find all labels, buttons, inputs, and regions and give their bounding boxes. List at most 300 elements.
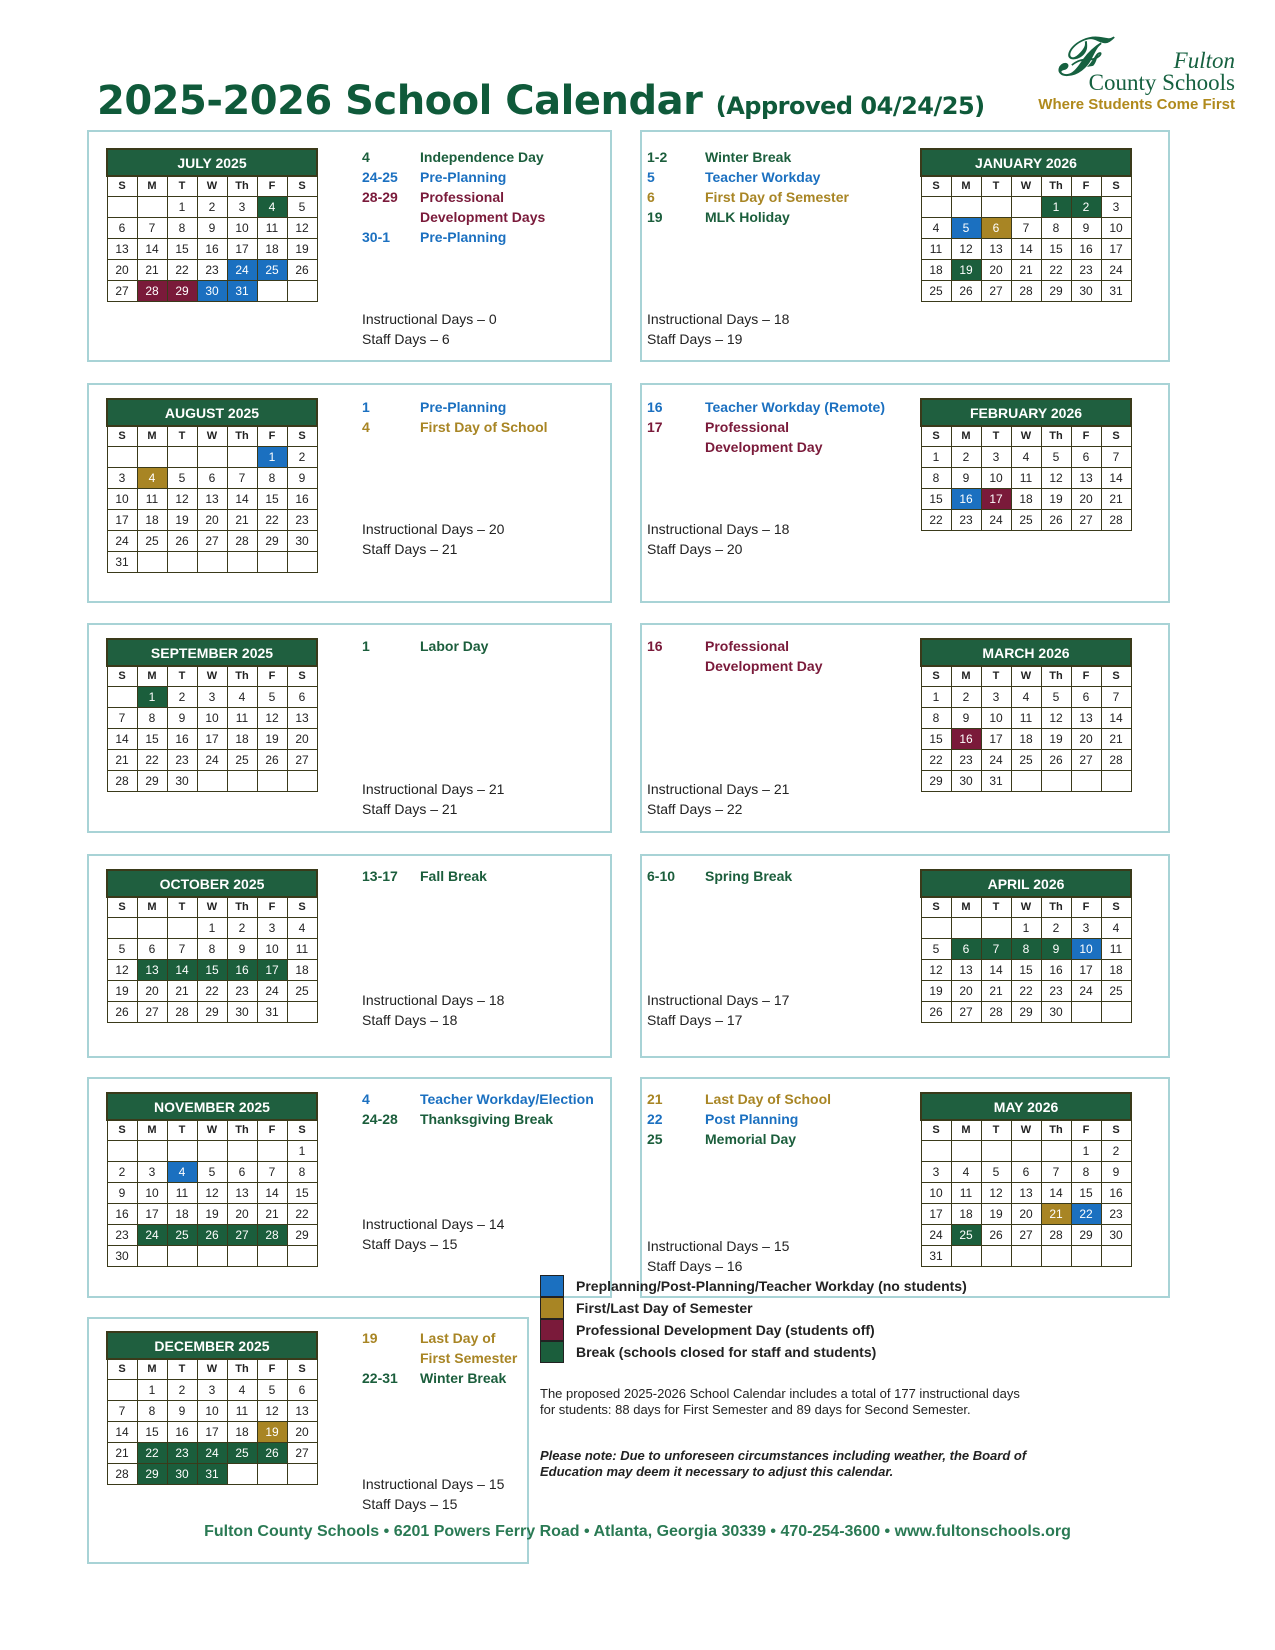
- day-cell: 15: [137, 1421, 167, 1442]
- day-cell: 16: [951, 728, 981, 749]
- month-name: OCTOBER 2025: [107, 870, 317, 897]
- weekday-header: S: [1101, 176, 1131, 196]
- weekday-header: M: [951, 1120, 981, 1140]
- logo-tagline: Where Students Come First: [1038, 96, 1235, 113]
- day-cell: 17: [227, 238, 257, 259]
- day-cell: 6: [951, 938, 981, 959]
- day-cell: 25: [257, 259, 287, 280]
- calendar-february-2026: [920, 398, 1132, 531]
- legend-item: [540, 1275, 967, 1297]
- day-cell: 19: [257, 1421, 287, 1442]
- weekday-header: M: [137, 1359, 167, 1379]
- weekday-header: S: [107, 1359, 137, 1379]
- day-cell: 27: [227, 1224, 257, 1245]
- day-cell: 5: [197, 1161, 227, 1182]
- day-cell: 13: [1011, 1182, 1041, 1203]
- day-cell: 19: [197, 1203, 227, 1224]
- day-cell: 1: [1071, 1140, 1101, 1161]
- weekday-header: M: [137, 1120, 167, 1140]
- event-item: [647, 187, 849, 207]
- day-cell: 14: [257, 1182, 287, 1203]
- event-item: [647, 207, 849, 227]
- day-cell: 30: [1101, 1224, 1131, 1245]
- day-cell: 18: [1101, 959, 1131, 980]
- day-cell: 3: [257, 917, 287, 938]
- day-cell: 27: [287, 749, 317, 770]
- weekday-header: S: [921, 426, 951, 446]
- empty-day-cell: [227, 1245, 257, 1266]
- day-cell: 30: [167, 1463, 197, 1484]
- event-date: 24-25: [362, 169, 398, 185]
- day-cell: 4: [1011, 446, 1041, 467]
- day-cell: 10: [921, 1182, 951, 1203]
- day-cell: 29: [287, 1224, 317, 1245]
- month-name: MARCH 2026: [921, 639, 1131, 666]
- day-cell: 24: [921, 1224, 951, 1245]
- staff-days: Staff Days – 21: [362, 801, 458, 817]
- day-cell: 25: [167, 1224, 197, 1245]
- empty-day-cell: [137, 1245, 167, 1266]
- logo-line1: Fulton: [1173, 48, 1235, 73]
- instructional-days: Instructional Days – 20: [362, 521, 505, 537]
- empty-day-cell: [137, 196, 167, 217]
- event-item: [647, 866, 792, 886]
- day-cell: 19: [921, 980, 951, 1001]
- calendar-october-2025: [106, 869, 318, 1023]
- staff-days: Staff Days – 16: [647, 1258, 743, 1274]
- day-cell: 18: [137, 509, 167, 530]
- day-cell: 25: [1101, 980, 1131, 1001]
- day-cell: 13: [981, 238, 1011, 259]
- calendar-november-2025: [106, 1092, 318, 1267]
- day-cell: 2: [227, 917, 257, 938]
- events-may: [647, 1089, 831, 1149]
- instructional-days: Instructional Days – 0: [362, 311, 497, 327]
- day-cell: 3: [981, 446, 1011, 467]
- day-cell: 4: [257, 196, 287, 217]
- weekday-header: S: [921, 897, 951, 917]
- day-cell: 14: [227, 488, 257, 509]
- day-cell: 3: [197, 1379, 227, 1400]
- weekday-header: S: [107, 666, 137, 686]
- day-cell: 14: [1101, 467, 1131, 488]
- event-date: 16: [647, 638, 663, 654]
- empty-day-cell: [981, 196, 1011, 217]
- weekday-header: F: [257, 666, 287, 686]
- counts-november: [362, 1214, 504, 1254]
- weekday-header: F: [257, 426, 287, 446]
- weekday-header: S: [921, 176, 951, 196]
- day-cell: 8: [137, 707, 167, 728]
- day-cell: 17: [921, 1203, 951, 1224]
- day-cell: 23: [1071, 259, 1101, 280]
- day-cell: 12: [257, 1400, 287, 1421]
- day-cell: 23: [951, 749, 981, 770]
- day-cell: 4: [167, 1161, 197, 1182]
- day-cell: 26: [1041, 509, 1071, 530]
- empty-day-cell: [1011, 1245, 1041, 1266]
- day-cell: 13: [1071, 707, 1101, 728]
- counts-october: [362, 990, 504, 1030]
- day-cell: 15: [921, 728, 951, 749]
- weekday-header: W: [197, 666, 227, 686]
- event-item: [362, 1089, 594, 1109]
- day-cell: 22: [137, 749, 167, 770]
- event-item: [362, 866, 487, 886]
- weekday-header: T: [981, 426, 1011, 446]
- day-cell: 17: [137, 1203, 167, 1224]
- empty-day-cell: [107, 446, 137, 467]
- event-item: [362, 1348, 517, 1368]
- weekday-header: S: [107, 897, 137, 917]
- day-cell: 22: [921, 509, 951, 530]
- day-cell: 21: [107, 1442, 137, 1463]
- legend-label: Preplanning/Post-Planning/Teacher Workday (no students): [576, 1278, 967, 1294]
- weekday-header: M: [137, 176, 167, 196]
- day-cell: 20: [287, 728, 317, 749]
- empty-day-cell: [167, 1245, 197, 1266]
- day-cell: 24: [257, 980, 287, 1001]
- day-cell: 7: [257, 1161, 287, 1182]
- day-cell: 13: [951, 959, 981, 980]
- day-cell: 12: [951, 238, 981, 259]
- day-cell: 17: [107, 509, 137, 530]
- day-cell: 17: [197, 728, 227, 749]
- day-cell: 20: [287, 1421, 317, 1442]
- day-cell: 16: [1101, 1182, 1131, 1203]
- day-cell: 21: [1041, 1203, 1071, 1224]
- weekday-header: W: [1011, 666, 1041, 686]
- day-cell: 12: [981, 1182, 1011, 1203]
- day-cell: 9: [287, 467, 317, 488]
- event-item: [647, 167, 849, 187]
- weekday-header: S: [287, 426, 317, 446]
- day-cell: 2: [167, 686, 197, 707]
- day-cell: 19: [1041, 728, 1071, 749]
- day-cell: 6: [1071, 686, 1101, 707]
- month-name: JANUARY 2026: [921, 149, 1131, 176]
- day-cell: 1: [921, 446, 951, 467]
- event-date: 30-1: [362, 229, 391, 245]
- day-cell: 9: [1071, 217, 1101, 238]
- footer-contact: Fulton County Schools • 6201 Powers Ferry Road • Atlanta, Georgia 30339 • 470-254-3600 • www.fultonschools.org: [204, 1523, 1071, 1540]
- day-cell: 21: [227, 509, 257, 530]
- day-cell: 12: [167, 488, 197, 509]
- day-cell: 17: [1071, 959, 1101, 980]
- weekday-header: Th: [1041, 897, 1071, 917]
- event-date: 17: [647, 419, 663, 435]
- legend-swatch-blue: [540, 1275, 564, 1297]
- day-cell: 19: [107, 980, 137, 1001]
- empty-day-cell: [1101, 1001, 1131, 1022]
- day-cell: 24: [197, 749, 227, 770]
- weekday-header: S: [287, 176, 317, 196]
- empty-day-cell: [137, 1140, 167, 1161]
- day-cell: 15: [1011, 959, 1041, 980]
- staff-days: Staff Days – 19: [647, 331, 743, 347]
- day-cell: 10: [197, 1400, 227, 1421]
- month-name: MAY 2026: [921, 1093, 1131, 1120]
- day-cell: 23: [1101, 1203, 1131, 1224]
- empty-day-cell: [107, 1379, 137, 1400]
- day-cell: 21: [1101, 728, 1131, 749]
- day-cell: 18: [1011, 728, 1041, 749]
- day-cell: 27: [981, 280, 1011, 301]
- legend-item: [540, 1341, 967, 1363]
- empty-day-cell: [981, 1140, 1011, 1161]
- event-date: 1: [362, 638, 370, 654]
- day-cell: 22: [287, 1203, 317, 1224]
- day-cell: 5: [257, 686, 287, 707]
- day-cell: 13: [227, 1182, 257, 1203]
- day-cell: 3: [107, 467, 137, 488]
- day-cell: 14: [107, 728, 137, 749]
- day-cell: 18: [287, 959, 317, 980]
- day-cell: 7: [981, 938, 1011, 959]
- day-cell: 10: [137, 1182, 167, 1203]
- day-cell: 11: [287, 938, 317, 959]
- day-cell: 21: [137, 259, 167, 280]
- weekday-header: S: [287, 1359, 317, 1379]
- empty-day-cell: [167, 1140, 197, 1161]
- day-cell: 20: [951, 980, 981, 1001]
- day-cell: 26: [107, 1001, 137, 1022]
- day-cell: 12: [1041, 707, 1071, 728]
- event-date: 4: [362, 149, 370, 165]
- day-cell: 25: [287, 980, 317, 1001]
- day-cell: 25: [227, 749, 257, 770]
- day-cell: 20: [197, 509, 227, 530]
- weekday-header: F: [257, 1120, 287, 1140]
- day-cell: 27: [951, 1001, 981, 1022]
- day-cell: 13: [107, 238, 137, 259]
- day-cell: 12: [197, 1182, 227, 1203]
- logo-line2: County Schools: [1088, 70, 1235, 95]
- day-cell: 9: [951, 707, 981, 728]
- day-cell: 15: [287, 1182, 317, 1203]
- day-cell: 20: [1071, 488, 1101, 509]
- weekday-header: T: [167, 897, 197, 917]
- day-cell: 7: [167, 938, 197, 959]
- day-cell: 16: [1071, 238, 1101, 259]
- empty-day-cell: [227, 1463, 257, 1484]
- day-cell: 25: [921, 280, 951, 301]
- day-cell: 16: [951, 488, 981, 509]
- calendar-january-2026: [920, 148, 1132, 302]
- empty-day-cell: [197, 770, 227, 791]
- weekday-header: M: [951, 176, 981, 196]
- day-cell: 11: [167, 1182, 197, 1203]
- day-cell: 27: [1071, 749, 1101, 770]
- day-cell: 23: [1041, 980, 1071, 1001]
- day-cell: 8: [197, 938, 227, 959]
- calendar-may-2026: [920, 1092, 1132, 1267]
- legend-swatch-green: [540, 1341, 564, 1363]
- event-date: 22-31: [362, 1370, 398, 1386]
- day-cell: 3: [1101, 196, 1131, 217]
- weekday-header: Th: [227, 1359, 257, 1379]
- day-cell: 22: [1041, 259, 1071, 280]
- day-cell: 28: [1101, 749, 1131, 770]
- day-cell: 28: [107, 770, 137, 791]
- instructional-days: Instructional Days – 18: [647, 311, 790, 327]
- weekday-header: W: [1011, 1120, 1041, 1140]
- empty-day-cell: [1071, 770, 1101, 791]
- event-title: Post Planning: [705, 1111, 799, 1127]
- day-cell: 24: [1071, 980, 1101, 1001]
- empty-day-cell: [951, 1245, 981, 1266]
- day-cell: 15: [1071, 1182, 1101, 1203]
- day-cell: 22: [137, 1442, 167, 1463]
- event-item: [362, 147, 545, 167]
- calendar-july-2025: [106, 148, 318, 302]
- day-cell: 11: [1101, 938, 1131, 959]
- day-cell: 15: [257, 488, 287, 509]
- events-april: [647, 866, 792, 886]
- event-item: [647, 1129, 831, 1149]
- empty-day-cell: [137, 551, 167, 572]
- empty-day-cell: [227, 446, 257, 467]
- calendar-march-2026: [920, 638, 1132, 792]
- day-cell: 31: [107, 551, 137, 572]
- weekday-header: F: [1071, 666, 1101, 686]
- event-title: Professional: [420, 189, 505, 205]
- day-cell: 6: [287, 1379, 317, 1400]
- weekday-header: W: [1011, 176, 1041, 196]
- weekday-header: W: [197, 426, 227, 446]
- day-cell: 10: [1101, 217, 1131, 238]
- calendar-august-2025: [106, 398, 318, 573]
- day-cell: 23: [951, 509, 981, 530]
- day-cell: 4: [921, 217, 951, 238]
- day-cell: 26: [921, 1001, 951, 1022]
- day-cell: 16: [1041, 959, 1071, 980]
- empty-day-cell: [227, 1140, 257, 1161]
- day-cell: 24: [981, 749, 1011, 770]
- day-cell: 8: [257, 467, 287, 488]
- empty-day-cell: [287, 1245, 317, 1266]
- day-cell: 19: [287, 238, 317, 259]
- weekday-header: S: [1101, 1120, 1131, 1140]
- day-cell: 29: [137, 1463, 167, 1484]
- event-date: 16: [647, 399, 663, 415]
- day-cell: 14: [1011, 238, 1041, 259]
- empty-day-cell: [921, 917, 951, 938]
- event-title: Teacher Workday: [705, 169, 821, 185]
- day-cell: 20: [981, 259, 1011, 280]
- event-date: 4: [362, 1091, 370, 1107]
- day-cell: 28: [137, 280, 167, 301]
- district-logo: [1038, 26, 1235, 118]
- day-cell: 28: [1011, 280, 1041, 301]
- events-november: [362, 1089, 594, 1129]
- day-cell: 11: [227, 1400, 257, 1421]
- day-cell: 30: [227, 1001, 257, 1022]
- day-cell: 15: [1041, 238, 1071, 259]
- month-name: NOVEMBER 2025: [107, 1093, 317, 1120]
- event-item: [362, 1109, 594, 1129]
- day-cell: 29: [921, 770, 951, 791]
- day-cell: 29: [1041, 280, 1071, 301]
- day-cell: 27: [1011, 1224, 1041, 1245]
- day-cell: 2: [287, 446, 317, 467]
- instructional-days: Instructional Days – 18: [647, 521, 790, 537]
- day-cell: 29: [257, 530, 287, 551]
- events-october: [362, 866, 487, 886]
- day-cell: 3: [137, 1161, 167, 1182]
- event-item: [362, 397, 548, 417]
- day-cell: 26: [981, 1224, 1011, 1245]
- day-cell: 14: [1041, 1182, 1071, 1203]
- day-cell: 7: [137, 217, 167, 238]
- day-cell: 23: [197, 259, 227, 280]
- day-cell: 29: [1011, 1001, 1041, 1022]
- day-cell: 15: [197, 959, 227, 980]
- day-cell: 1: [137, 686, 167, 707]
- counts-august: [362, 519, 504, 559]
- day-cell: 25: [1011, 509, 1041, 530]
- day-cell: 31: [1101, 280, 1131, 301]
- day-cell: 28: [107, 1463, 137, 1484]
- day-cell: 26: [1041, 749, 1071, 770]
- event-item: [362, 1328, 517, 1348]
- day-cell: 5: [107, 938, 137, 959]
- weekday-header: M: [951, 897, 981, 917]
- day-cell: 22: [921, 749, 951, 770]
- event-date: 24-28: [362, 1111, 398, 1127]
- day-cell: 6: [981, 217, 1011, 238]
- legend-item: [540, 1297, 967, 1319]
- day-cell: 31: [227, 280, 257, 301]
- month-name: JULY 2025: [107, 149, 317, 176]
- event-item: [362, 1368, 517, 1388]
- day-cell: 24: [197, 1442, 227, 1463]
- weekday-header: F: [1071, 897, 1101, 917]
- weekday-header: W: [197, 897, 227, 917]
- day-cell: 14: [167, 959, 197, 980]
- day-cell: 14: [107, 1421, 137, 1442]
- weekday-header: M: [137, 666, 167, 686]
- weekday-header: M: [137, 897, 167, 917]
- event-item: [362, 187, 545, 207]
- empty-day-cell: [981, 1245, 1011, 1266]
- day-cell: 27: [107, 280, 137, 301]
- event-item: [647, 636, 822, 656]
- day-cell: 26: [287, 259, 317, 280]
- day-cell: 25: [951, 1224, 981, 1245]
- day-cell: 4: [287, 917, 317, 938]
- day-cell: 3: [981, 686, 1011, 707]
- event-date: 28-29: [362, 189, 398, 205]
- weekday-header: T: [167, 426, 197, 446]
- legend-item: [540, 1319, 967, 1341]
- day-cell: 2: [197, 196, 227, 217]
- day-cell: 3: [197, 686, 227, 707]
- day-cell: 9: [107, 1182, 137, 1203]
- day-cell: 7: [1101, 446, 1131, 467]
- event-title: Development Day: [705, 439, 823, 455]
- empty-day-cell: [921, 196, 951, 217]
- day-cell: 1: [287, 1140, 317, 1161]
- weekday-header: F: [257, 897, 287, 917]
- day-cell: 18: [921, 259, 951, 280]
- day-cell: 31: [197, 1463, 227, 1484]
- day-cell: 29: [1071, 1224, 1101, 1245]
- day-cell: 26: [197, 1224, 227, 1245]
- day-cell: 20: [137, 980, 167, 1001]
- day-cell: 9: [1101, 1161, 1131, 1182]
- day-cell: 5: [981, 1161, 1011, 1182]
